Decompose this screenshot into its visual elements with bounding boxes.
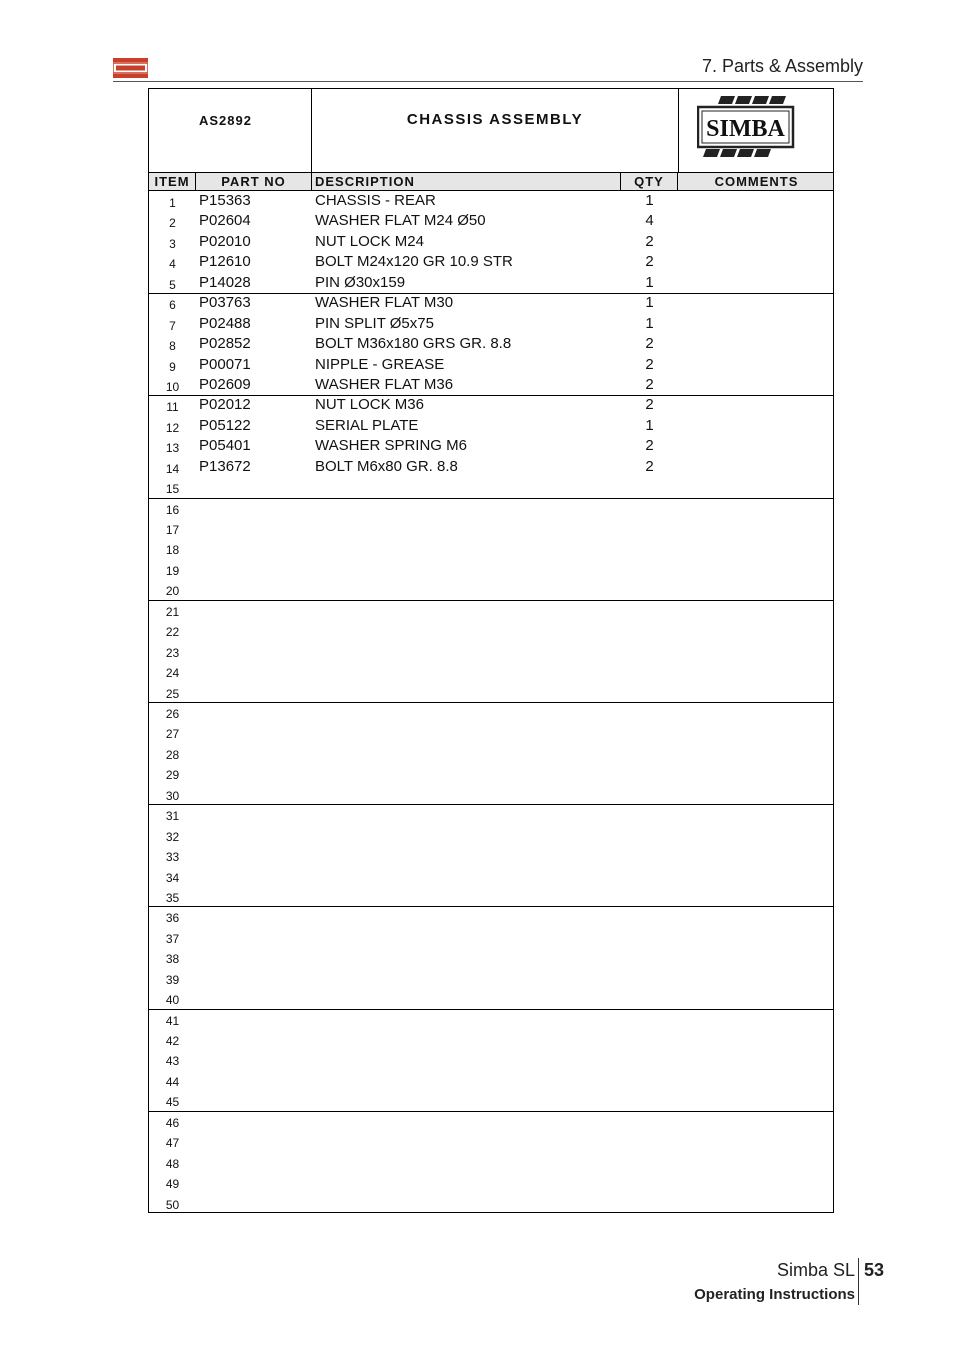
footer-divider xyxy=(858,1258,859,1305)
row-quantity xyxy=(621,1090,678,1110)
table-row xyxy=(149,293,833,313)
row-description: BOLT M6x80 GR. 8.8 xyxy=(315,457,458,475)
row-item-number: 10 xyxy=(165,379,180,394)
row-quantity xyxy=(621,682,678,702)
row-description: SERIAL PLATE xyxy=(315,416,419,434)
page-number: 53 xyxy=(864,1260,885,1280)
table-row xyxy=(149,538,833,558)
row-quantity xyxy=(621,722,678,742)
table-row xyxy=(149,1070,833,1090)
table-row xyxy=(149,906,833,926)
row-item-number: 2 xyxy=(169,216,176,231)
row-part-number: P14028 xyxy=(199,273,251,291)
row-quantity xyxy=(621,600,678,620)
table-row xyxy=(149,866,833,886)
table-row xyxy=(149,559,833,579)
row-item-number: 38 xyxy=(165,952,180,967)
row-item-number: 16 xyxy=(165,502,180,517)
row-item-number: 31 xyxy=(165,809,180,824)
footer-subtitle: Operating Instructions xyxy=(694,1286,855,1303)
table-row xyxy=(149,1111,833,1131)
table-row xyxy=(149,314,833,334)
row-quantity xyxy=(621,927,678,947)
row-item-number: 6 xyxy=(169,298,176,313)
row-item-number: 34 xyxy=(165,870,180,885)
table-row xyxy=(149,477,833,497)
table-row xyxy=(149,784,833,804)
header-divider xyxy=(113,81,863,82)
row-quantity xyxy=(621,579,678,599)
row-quantity xyxy=(621,947,678,967)
row-item-number: 14 xyxy=(165,461,180,476)
table-row xyxy=(149,1009,833,1029)
row-item-number: 4 xyxy=(169,257,176,272)
table-row xyxy=(149,1172,833,1192)
table-row xyxy=(149,988,833,1008)
table-row xyxy=(149,804,833,824)
row-description: CHASSIS - REAR xyxy=(315,192,436,209)
row-description: PIN SPLIT Ø5x75 xyxy=(315,314,434,332)
row-part-number: P02604 xyxy=(199,212,251,230)
row-item-number: 3 xyxy=(169,236,176,251)
table-row xyxy=(149,620,833,640)
section-title: 7. Parts & Assembly xyxy=(701,56,863,76)
row-item-number: 49 xyxy=(165,1177,180,1192)
row-item-number: 44 xyxy=(165,1074,180,1089)
row-item-number: 50 xyxy=(165,1197,180,1212)
table-row xyxy=(149,457,833,477)
row-quantity: 2 xyxy=(645,396,654,414)
row-part-number: P02488 xyxy=(199,314,251,332)
row-item-number: 43 xyxy=(165,1054,180,1069)
table-row xyxy=(149,191,833,211)
row-quantity xyxy=(621,866,678,886)
row-item-number: 11 xyxy=(166,400,179,415)
row-quantity xyxy=(621,620,678,640)
row-quantity xyxy=(621,641,678,661)
row-quantity: 4 xyxy=(645,212,654,230)
assembly-code: AS2892 xyxy=(199,113,252,128)
row-item-number: 12 xyxy=(165,420,180,435)
row-item-number: 22 xyxy=(165,625,180,640)
assembly-code-cell xyxy=(149,89,312,172)
row-quantity: 1 xyxy=(645,192,654,209)
table-row xyxy=(149,661,833,681)
table-row xyxy=(149,927,833,947)
row-description: NUT LOCK M36 xyxy=(315,396,424,414)
row-item-number: 18 xyxy=(165,543,180,558)
row-quantity xyxy=(621,477,678,497)
table-row xyxy=(149,1193,833,1213)
table-row xyxy=(149,436,833,456)
row-part-number: P02852 xyxy=(199,335,251,353)
table-row xyxy=(149,600,833,620)
row-item-number: 39 xyxy=(165,972,180,987)
row-item-number: 46 xyxy=(165,1115,180,1130)
table-row xyxy=(149,1029,833,1049)
row-quantity xyxy=(621,1193,678,1213)
row-quantity: 1 xyxy=(645,294,654,312)
assembly-title-cell xyxy=(312,89,678,172)
table-row xyxy=(149,211,833,231)
table-row xyxy=(149,355,833,375)
row-description: WASHER FLAT M36 xyxy=(315,375,454,393)
row-quantity: 1 xyxy=(645,314,654,332)
row-item-number: 29 xyxy=(165,768,180,783)
row-description: NUT LOCK M24 xyxy=(315,232,424,250)
row-item-number: 7 xyxy=(169,318,176,333)
table-row xyxy=(149,641,833,661)
row-description: PIN Ø30x159 xyxy=(315,273,406,291)
table-row xyxy=(149,334,833,354)
row-item-number: 45 xyxy=(165,1095,180,1110)
row-quantity: 2 xyxy=(645,355,654,373)
row-item-number: 40 xyxy=(165,993,180,1008)
row-part-number: P05401 xyxy=(199,437,251,455)
table-row xyxy=(149,1152,833,1172)
row-item-number: 32 xyxy=(165,829,180,844)
row-description: WASHER FLAT M30 xyxy=(315,294,454,312)
parts-table xyxy=(148,88,834,1213)
row-quantity: 2 xyxy=(645,437,654,455)
table-row xyxy=(149,1049,833,1069)
brand-logo-text: SIMBA xyxy=(706,116,785,142)
column-header-part-no: PART NO xyxy=(196,173,312,190)
row-item-number: 47 xyxy=(165,1136,180,1151)
row-part-number: P12610 xyxy=(199,253,251,271)
row-item-number: 26 xyxy=(165,707,180,721)
row-item-number: 13 xyxy=(165,441,180,456)
row-description: NIPPLE - GREASE xyxy=(315,355,445,373)
row-quantity xyxy=(621,1009,678,1029)
assembly-title: CHASSIS ASSEMBLY xyxy=(406,111,584,128)
row-part-number: P15363 xyxy=(199,192,251,209)
row-quantity xyxy=(621,1152,678,1172)
row-item-number: 19 xyxy=(165,563,180,578)
row-quantity xyxy=(621,1049,678,1069)
row-item-number: 30 xyxy=(165,788,180,803)
row-quantity xyxy=(621,1029,678,1049)
simba-brand-logo xyxy=(697,96,795,158)
table-row xyxy=(149,743,833,763)
row-quantity xyxy=(621,845,678,865)
table-row xyxy=(149,825,833,845)
row-part-number: P13672 xyxy=(199,457,251,475)
column-header-qty: QTY xyxy=(621,173,678,190)
table-row xyxy=(149,252,833,272)
row-quantity xyxy=(621,559,678,579)
table-row xyxy=(149,763,833,783)
table-row xyxy=(149,498,833,518)
row-part-number: P02012 xyxy=(199,396,251,414)
table-row xyxy=(149,518,833,538)
row-quantity xyxy=(621,498,678,518)
table-row xyxy=(149,273,833,293)
row-item-number: 27 xyxy=(165,727,180,742)
simba-logo-icon xyxy=(113,58,148,78)
table-row xyxy=(149,232,833,252)
row-quantity: 1 xyxy=(645,416,654,434)
row-quantity xyxy=(621,886,678,906)
row-item-number: 23 xyxy=(165,645,180,660)
row-description: WASHER SPRING M6 xyxy=(315,437,467,455)
row-item-number: 33 xyxy=(165,850,180,865)
table-row xyxy=(149,1090,833,1110)
brand-logo-cell xyxy=(678,89,835,172)
row-quantity xyxy=(621,1111,678,1131)
table-row xyxy=(149,947,833,967)
row-quantity xyxy=(621,968,678,988)
row-item-number: 1 xyxy=(169,196,176,210)
column-header-row xyxy=(149,172,833,191)
row-quantity xyxy=(621,1070,678,1090)
row-quantity xyxy=(621,538,678,558)
row-quantity: 2 xyxy=(645,253,654,271)
table-row xyxy=(149,375,833,395)
row-description: BOLT M36x180 GRS GR. 8.8 xyxy=(315,335,512,353)
row-item-number: 15 xyxy=(165,482,180,497)
row-quantity xyxy=(621,1172,678,1192)
row-item-number: 25 xyxy=(165,686,180,701)
table-row xyxy=(149,845,833,865)
row-item-number: 28 xyxy=(165,747,180,762)
row-quantity: 1 xyxy=(645,273,654,291)
table-row xyxy=(149,702,833,722)
row-item-number: 24 xyxy=(165,666,180,681)
table-row xyxy=(149,722,833,742)
row-item-number: 20 xyxy=(165,584,180,599)
row-quantity: 2 xyxy=(645,335,654,353)
row-part-number: P00071 xyxy=(199,355,251,373)
table-row xyxy=(149,682,833,702)
row-quantity xyxy=(621,702,678,722)
row-quantity xyxy=(621,763,678,783)
row-quantity xyxy=(621,784,678,804)
footer-model: Simba SL xyxy=(776,1260,855,1280)
table-row xyxy=(149,416,833,436)
row-item-number: 41 xyxy=(165,1013,180,1028)
row-quantity xyxy=(621,661,678,681)
row-item-number: 21 xyxy=(165,604,180,619)
row-part-number: P02609 xyxy=(199,375,251,393)
column-header-comments: COMMENTS xyxy=(714,174,799,189)
table-row xyxy=(149,579,833,599)
row-quantity: 2 xyxy=(645,232,654,250)
row-item-number: 42 xyxy=(165,1034,180,1049)
row-quantity xyxy=(621,518,678,538)
row-part-number: P03763 xyxy=(199,294,251,312)
column-header-description: DESCRIPTION xyxy=(312,173,621,190)
column-header-item: ITEM xyxy=(149,173,196,190)
row-item-number: 36 xyxy=(165,911,180,926)
row-item-number: 17 xyxy=(165,523,180,538)
row-description: WASHER FLAT M24 Ø50 xyxy=(315,212,486,230)
row-part-number: P02010 xyxy=(199,232,251,250)
row-quantity: 2 xyxy=(645,375,654,393)
row-quantity: 2 xyxy=(645,457,654,475)
row-item-number: 5 xyxy=(169,277,176,292)
table-row xyxy=(149,886,833,906)
row-quantity xyxy=(621,988,678,1008)
row-quantity xyxy=(621,743,678,763)
row-item-number: 37 xyxy=(165,931,180,946)
table-row xyxy=(149,395,833,415)
row-description: BOLT M24x120 GR 10.9 STR xyxy=(315,253,513,271)
table-row xyxy=(149,1131,833,1151)
row-item-number: 35 xyxy=(165,890,180,905)
row-quantity xyxy=(621,1131,678,1151)
row-item-number: 8 xyxy=(169,339,176,354)
row-quantity xyxy=(621,804,678,824)
row-part-number: P05122 xyxy=(199,416,251,434)
row-item-number: 48 xyxy=(165,1156,180,1171)
row-item-number: 9 xyxy=(169,359,176,374)
row-quantity xyxy=(621,906,678,926)
table-row xyxy=(149,968,833,988)
row-quantity xyxy=(621,825,678,845)
